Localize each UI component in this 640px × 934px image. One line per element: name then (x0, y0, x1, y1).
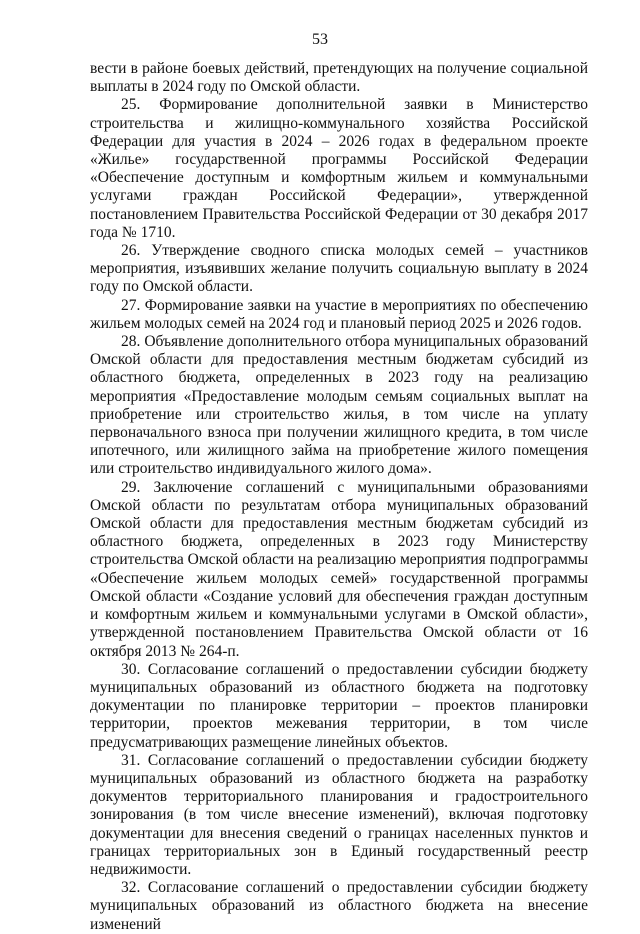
paragraph-item-29: 29. Заключение соглашений с муниципальными образованиями Омской области по результатам отбора муниципальных образований Омской области для предоставления местным бюджетам субсидий из областного бюджета, определенных в 2023 году Министерству строительства Омской области на реализацию мероприятия подпрограммы «Обеспечение жильем молодых семей» государственной программы Омской области «Создание условий для обеспечения граждан доступным и комфортным жильем и коммунальными услугами в Омской области», утвержденной постановлением Правительства Омской области от 16 октября 2013 № 264-п. (90, 478, 588, 660)
paragraph-item-30: 30. Согласование соглашений о предоставлении субсидии бюджету муниципальных образований из областного бюджета на подготовку документации по планировке территории – проектов планировки территории, проектов межевания территории, в том числе предусматривающих размещение линейных объектов. (90, 660, 588, 751)
document-body (90, 60, 588, 934)
paragraph-item-25: 25. Формирование дополнительной заявки в Министерство строительства и жилищно-коммунального хозяйства Российской Федерации для участия в 2024 – 2026 годах в федеральном проекте «Жилье» государственной программы Российской Федерации «Обеспечение доступным и комфортным жильем и коммунальными услугами граждан Российской Федерации», утвержденной постановлением Правительства Российской Федерации от 30 декабря 2017 года № 1710. (90, 96, 588, 241)
paragraph-item-26: 26. Утверждение сводного списка молодых семей – участников мероприятия, изъявивших желание получить социальную выплату в 2024 году по Омской области. (90, 242, 588, 296)
paragraph-item-32: 32. Согласование соглашений о предоставлении субсидии бюджету муниципальных образований из областного бюджета на внесение изменений (90, 879, 588, 933)
paragraph-continuation: вести в районе боевых действий, претендующих на получение социальной выплаты в 2024 году по Омской области. (90, 60, 588, 96)
page-number: 53 (312, 31, 328, 48)
paragraph-item-27: 27. Формирование заявки на участие в мероприятиях по обеспечению жильем молодых семей на 2024 год и плановый период 2025 и 2026 годов. (90, 296, 588, 332)
paragraph-item-28: 28. Объявление дополнительного отбора муниципальных образований Омской области для предоставления местным бюджетам субсидий из областного бюджета, определенных в 2023 году на реализацию мероприятия «Предоставление молодым семьям социальных выплат на приобретение или строительство жилья, в том числе на уплату первоначального взноса при получении жилищного кредита, в том числе ипотечного, или жилищного займа на приобретение жилого помещения или строительство индивидуального жилого дома». (90, 333, 588, 478)
paragraph-item-31: 31. Согласование соглашений о предоставлении субсидии бюджету муниципальных образований из областного бюджета на разработку документов территориального планирования и градостроительного зонирования (в том числе внесение изменений), включая подготовку документации для внесения сведений о границах населенных пунктов и границах территориальных зон в Единый государственный реестр недвижимости. (90, 751, 588, 878)
